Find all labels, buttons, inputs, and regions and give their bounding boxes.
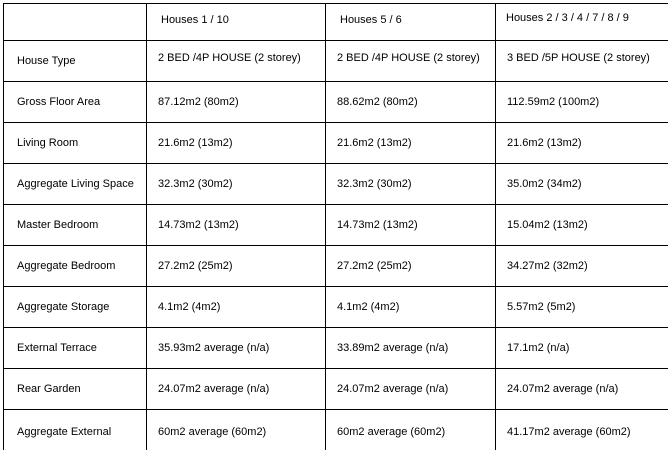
row-label: Aggregate External [4, 410, 147, 450]
row-label: Living Room [4, 123, 147, 164]
table-cell: 5.57m2 (5m2) [496, 287, 668, 328]
row-label: Gross Floor Area [4, 82, 147, 123]
header-cell-houses-5-6: Houses 5 / 6 [326, 4, 496, 41]
table-row [4, 287, 668, 328]
header-row [4, 4, 668, 41]
table-row [4, 246, 668, 287]
table-cell: 15.04m2 (13m2) [496, 205, 668, 246]
table-cell: 4.1m2 (4m2) [326, 287, 496, 328]
table-cell: 14.73m2 (13m2) [326, 205, 496, 246]
header-cell-blank [4, 4, 147, 41]
table-row [4, 410, 668, 450]
row-label: Master Bedroom [4, 205, 147, 246]
table-cell: 87.12m2 (80m2) [147, 82, 326, 123]
table-cell: 27.2m2 (25m2) [326, 246, 496, 287]
table-cell: 21.6m2 (13m2) [326, 123, 496, 164]
row-label: External Terrace [4, 328, 147, 369]
table-row [4, 164, 668, 205]
table-cell: 3 BED /5P HOUSE (2 storey) [496, 41, 668, 82]
table-row [4, 41, 668, 82]
row-label: House Type [4, 41, 147, 82]
table-row [4, 82, 668, 123]
table-cell: 88.62m2 (80m2) [326, 82, 496, 123]
row-label: Aggregate Living Space [4, 164, 147, 205]
table-cell: 35.0m2 (34m2) [496, 164, 668, 205]
table-cell: 32.3m2 (30m2) [147, 164, 326, 205]
table-cell: 21.6m2 (13m2) [147, 123, 326, 164]
table-cell: 2 BED /4P HOUSE (2 storey) [147, 41, 326, 82]
table-cell: 41.17m2 average (60m2) [496, 410, 668, 450]
table-cell: 60m2 average (60m2) [147, 410, 326, 450]
table-row [4, 328, 668, 369]
row-label: Aggregate Storage [4, 287, 147, 328]
row-label: Aggregate Bedroom [4, 246, 147, 287]
table-row [4, 369, 668, 410]
table-cell: 60m2 average (60m2) [326, 410, 496, 450]
table-cell: 17.1m2 (n/a) [496, 328, 668, 369]
table-cell: 4.1m2 (4m2) [147, 287, 326, 328]
table-cell: 2 BED /4P HOUSE (2 storey) [326, 41, 496, 82]
table-cell: 32.3m2 (30m2) [326, 164, 496, 205]
table-cell: 24.07m2 average (n/a) [147, 369, 326, 410]
table-cell: 34.27m2 (32m2) [496, 246, 668, 287]
header-cell-houses-1-10: Houses 1 / 10 [147, 4, 326, 41]
table-cell: 21.6m2 (13m2) [496, 123, 668, 164]
table-row [4, 205, 668, 246]
house-schedule-table [3, 3, 668, 450]
table-cell: 112.59m2 (100m2) [496, 82, 668, 123]
header-cell-houses-2-9: Houses 2 / 3 / 4 / 7 / 8 / 9 [496, 4, 668, 41]
table-cell: 27.2m2 (25m2) [147, 246, 326, 287]
table-cell: 35.93m2 average (n/a) [147, 328, 326, 369]
table-cell: 33.89m2 average (n/a) [326, 328, 496, 369]
table-cell: 24.07m2 average (n/a) [326, 369, 496, 410]
row-label: Rear Garden [4, 369, 147, 410]
table-cell: 14.73m2 (13m2) [147, 205, 326, 246]
table-row [4, 123, 668, 164]
table-cell: 24.07m2 average (n/a) [496, 369, 668, 410]
